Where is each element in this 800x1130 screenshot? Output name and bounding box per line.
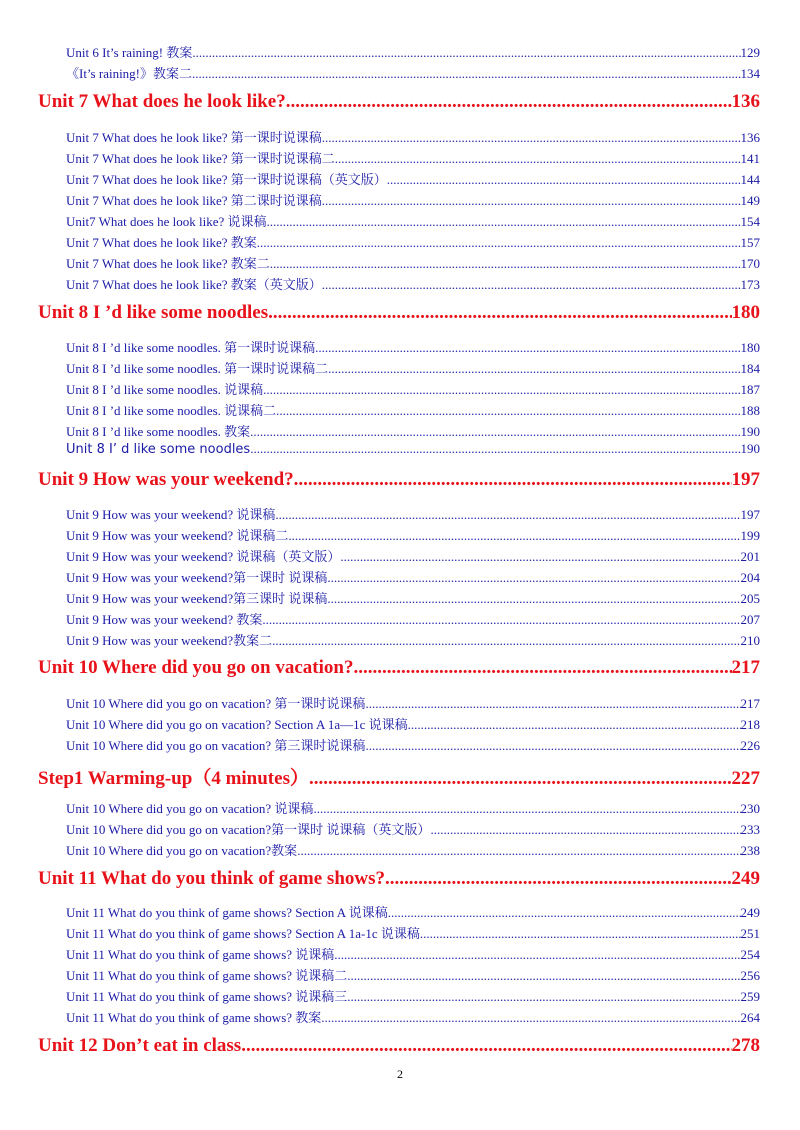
dot-leader: [263, 382, 740, 398]
dot-leader: [388, 905, 741, 921]
dot-leader: [262, 612, 740, 628]
toc-entry[interactable]: [66, 504, 760, 523]
toc-entry-title: Unit 11 What do you think of game shows?: [38, 868, 386, 889]
toc-entry[interactable]: [66, 735, 760, 754]
dot-leader: [313, 801, 740, 817]
toc-entry-page: 210: [740, 633, 760, 648]
dot-leader: [347, 968, 740, 984]
toc-entry-page: 205: [740, 591, 760, 606]
toc-entry[interactable]: [66, 546, 760, 565]
toc-entry[interactable]: [66, 819, 760, 838]
toc-entry[interactable]: [66, 609, 760, 628]
dot-leader: [309, 768, 732, 790]
toc-entry-page: 141: [740, 151, 760, 166]
toc-entry[interactable]: [66, 902, 760, 921]
toc-entry-page: 197: [731, 469, 760, 490]
toc-entry-title: Unit 9 How was your weekend?教案二: [66, 633, 273, 648]
toc-entry-title: Unit 8 I ’d like some noodles. 说课稿二: [66, 403, 277, 418]
toc-entry[interactable]: [66, 630, 760, 649]
toc-entry-page: 136: [731, 91, 760, 112]
toc-entry[interactable]: [66, 63, 760, 82]
toc-entry[interactable]: [66, 714, 760, 733]
toc-entry-page: 227: [731, 768, 760, 789]
toc-entry-title: Unit 10 Where did you go on vacation?第一课时 说课稿（英文版）: [66, 822, 431, 837]
toc-entry-page: 254: [740, 947, 760, 962]
toc-entry-page: 190: [740, 424, 760, 439]
toc-entry-page: 218: [740, 717, 760, 732]
toc-unit-heading[interactable]: [38, 469, 760, 491]
dot-leader: [241, 1035, 731, 1057]
page-number: 2: [397, 1067, 403, 1081]
dot-leader: [408, 717, 741, 733]
toc-entry[interactable]: [66, 379, 760, 398]
toc-entry[interactable]: [66, 358, 760, 377]
toc-entry-page: 180: [731, 302, 760, 323]
toc-entry[interactable]: [66, 253, 760, 272]
toc-entry[interactable]: [66, 42, 760, 61]
dot-leader: [322, 277, 741, 293]
toc-entry[interactable]: [66, 148, 760, 167]
toc-entry-page: 129: [740, 45, 760, 60]
dot-leader: [353, 657, 731, 679]
toc-unit-heading[interactable]: [38, 1035, 760, 1057]
toc-entry-title: Unit 7 What does he look like? 教案二: [66, 256, 270, 271]
toc-entry-title: Unit 9 How was your weekend?第三课时 说课稿: [66, 591, 328, 606]
dot-leader: [322, 193, 741, 209]
toc-entry-page: 226: [740, 738, 760, 753]
toc-entry[interactable]: [66, 421, 760, 440]
dot-leader: [275, 507, 740, 523]
toc-entry-page: 278: [731, 1035, 760, 1056]
toc-entry-page: 256: [740, 968, 760, 983]
dot-leader: [327, 570, 740, 586]
toc-entry-title: Unit 8 I’ d like some noodles: [66, 442, 251, 457]
toc-entry-title: Unit 8 I ’d like some noodles. 第一课时说课稿二: [66, 361, 329, 376]
toc-entry[interactable]: [66, 567, 760, 586]
toc-entry[interactable]: [66, 986, 760, 1005]
dot-leader: [334, 947, 740, 963]
toc-entry-page: 136: [740, 130, 760, 145]
toc-entry-title: Unit 8 I ’d like some noodles: [38, 302, 269, 323]
dot-leader: [340, 549, 740, 565]
toc-entry[interactable]: [66, 693, 760, 712]
toc-entry[interactable]: [66, 923, 760, 942]
toc-entry[interactable]: [66, 211, 760, 230]
toc-entry[interactable]: [66, 127, 760, 146]
toc-entry[interactable]: [66, 169, 760, 188]
toc-entry-title: Unit 10 Where did you go on vacation? Section A 1a—1c 说课稿: [66, 717, 408, 732]
toc-entry[interactable]: [66, 400, 760, 419]
toc-entry-page: 190: [740, 441, 760, 456]
toc-entry-title: Unit 10 Where did you go on vacation?: [38, 657, 354, 678]
toc-entry-page: 199: [740, 528, 760, 543]
dot-leader: [385, 868, 731, 890]
toc-entry-page: 264: [740, 1010, 760, 1025]
dot-leader: [328, 361, 740, 377]
toc-entry-page: 251: [740, 926, 760, 941]
toc-entry-page: 180: [740, 340, 760, 355]
toc-entry-page: 238: [740, 843, 760, 858]
dot-leader: [327, 591, 740, 607]
dot-leader: [192, 45, 740, 61]
dot-leader: [276, 403, 740, 419]
toc-entry-page: 217: [731, 657, 760, 678]
toc-entry-page: 207: [740, 612, 760, 627]
toc-entry-title: Unit 11 What do you think of game shows? Section A 1a-1c 说课稿: [66, 926, 420, 941]
toc-entry-page: 134: [740, 66, 760, 81]
dot-leader: [365, 696, 740, 712]
toc-entry-page: 201: [740, 549, 760, 564]
toc-unit-heading[interactable]: [38, 763, 760, 790]
toc-entry[interactable]: [66, 965, 760, 984]
toc-entry-title: Unit 11 What do you think of game shows? 说课稿二: [66, 968, 348, 983]
dot-leader: [270, 256, 741, 272]
toc-entry[interactable]: [66, 840, 760, 859]
dot-leader: [294, 469, 732, 491]
toc-entry[interactable]: [66, 588, 760, 607]
toc-entry-title: Unit 9 How was your weekend? 说课稿二: [66, 528, 289, 543]
toc-entry-page: 259: [740, 989, 760, 1004]
toc-entry-page: 149: [740, 193, 760, 208]
dot-leader: [268, 302, 731, 324]
toc-entry-page: 230: [740, 801, 760, 816]
toc-entry-page: 204: [740, 570, 760, 585]
toc-entry[interactable]: [66, 1007, 760, 1026]
toc-unit-heading[interactable]: [38, 302, 760, 324]
toc-entry-page: 249: [740, 905, 760, 920]
toc-entry[interactable]: [66, 944, 760, 963]
toc-entry-title: Unit 7 What does he look like? 第一课时说课稿二: [66, 151, 335, 166]
dot-leader: [420, 926, 741, 942]
toc-entry-page: 188: [740, 403, 760, 418]
toc-entry-page: 217: [740, 696, 760, 711]
dot-leader: [430, 822, 740, 838]
toc-entry[interactable]: [66, 337, 760, 356]
dot-leader: [387, 172, 741, 188]
toc-entry-title: Unit 10 Where did you go on vacation? 第三课时说课稿: [66, 738, 366, 753]
toc-entry-title: Unit 11 What do you think of game shows? 说课稿: [66, 947, 335, 962]
toc-unit-heading[interactable]: [38, 657, 760, 679]
dot-leader: [272, 633, 740, 649]
toc-entry-title: Unit 7 What does he look like? 第一课时说课稿: [66, 130, 322, 145]
toc-entry-title: Unit 8 I ’d like some noodles. 教案: [66, 424, 251, 439]
toc-entry-title: Unit 7 What does he look like? 第二课时说课稿: [66, 193, 322, 208]
toc-entry-page: 157: [740, 235, 760, 250]
toc-entry-page: 184: [740, 361, 760, 376]
toc-entry-title: Unit 9 How was your weekend?第一课时 说课稿: [66, 570, 328, 585]
toc-entry-title: Unit 9 How was your weekend? 说课稿: [66, 507, 276, 522]
toc-entry-title: Unit 11 What do you think of game shows? 教案: [66, 1010, 322, 1025]
toc-entry-title: 《It’s raining!》教案二: [66, 66, 193, 81]
toc-entry-title: Unit 7 What does he look like? 教案: [66, 235, 257, 250]
dot-leader: [365, 738, 740, 754]
toc-unit-heading[interactable]: [38, 91, 760, 113]
toc-entry-title: Step1 Warming-up（4 minutes）: [38, 768, 309, 789]
toc-entry-title: Unit 10 Where did you go on vacation? 第一课时说课稿: [66, 696, 366, 711]
toc-unit-heading[interactable]: [38, 868, 760, 890]
toc-entry-title: Unit 10 Where did you go on vacation? 说课稿: [66, 801, 314, 816]
toc-entry-page: 249: [731, 868, 760, 889]
dot-leader: [286, 91, 732, 113]
dot-leader: [192, 66, 740, 82]
toc-entry-title: Unit 11 What do you think of game shows? Section A 说课稿: [66, 905, 388, 920]
dot-leader: [335, 151, 741, 167]
toc-entry-title: Unit 9 How was your weekend? 说课稿（英文版）: [66, 549, 341, 564]
toc-entry-page: 173: [740, 277, 760, 292]
toc-entry-page: 197: [740, 507, 760, 522]
dot-leader: [315, 340, 740, 356]
dot-leader: [267, 214, 741, 230]
toc-entry-title: Unit 8 I ’d like some noodles. 第一课时说课稿: [66, 340, 316, 355]
dot-leader: [347, 989, 740, 1005]
toc-entry-page: 187: [740, 382, 760, 397]
toc-entry[interactable]: [66, 525, 760, 544]
dot-leader: [250, 441, 740, 457]
toc-entry[interactable]: [66, 190, 760, 209]
toc-entry-page: 154: [740, 214, 760, 229]
toc-entry-title: Unit 11 What do you think of game shows? 说课稿三: [66, 989, 348, 1004]
toc-entry[interactable]: [66, 232, 760, 251]
toc-entry[interactable]: [66, 274, 760, 293]
toc-entry-title: Unit 7 What does he look like?: [38, 91, 286, 112]
dot-leader: [257, 235, 741, 251]
toc-entry[interactable]: [66, 441, 760, 457]
dot-leader: [297, 843, 740, 859]
dot-leader: [250, 424, 740, 440]
toc-entry-title: Unit 6 It’s raining! 教案: [66, 45, 193, 60]
dot-leader: [321, 1010, 740, 1026]
toc-entry-title: Unit 7 What does he look like? 教案（英文版）: [66, 277, 322, 292]
toc-entry-title: Unit 12 Don’t eat in class: [38, 1035, 242, 1056]
toc-entry-title: Unit 9 How was your weekend? 教案: [66, 612, 263, 627]
dot-leader: [288, 528, 740, 544]
toc-entry-title: Unit 7 What does he look like? 第一课时说课稿（英文版）: [66, 172, 387, 187]
toc-entry[interactable]: [66, 798, 760, 817]
toc-entry-title: Unit7 What does he look like? 说课稿: [66, 214, 267, 229]
toc-entry-title: Unit 10 Where did you go on vacation?教案: [66, 843, 298, 858]
toc-entry-page: 144: [740, 172, 760, 187]
toc-entry-page: 233: [740, 822, 760, 837]
toc-entry-title: Unit 9 How was your weekend?: [38, 469, 294, 490]
toc-entry-page: 170: [740, 256, 760, 271]
dot-leader: [322, 130, 741, 146]
toc-entry-title: Unit 8 I ’d like some noodles. 说课稿: [66, 382, 264, 397]
